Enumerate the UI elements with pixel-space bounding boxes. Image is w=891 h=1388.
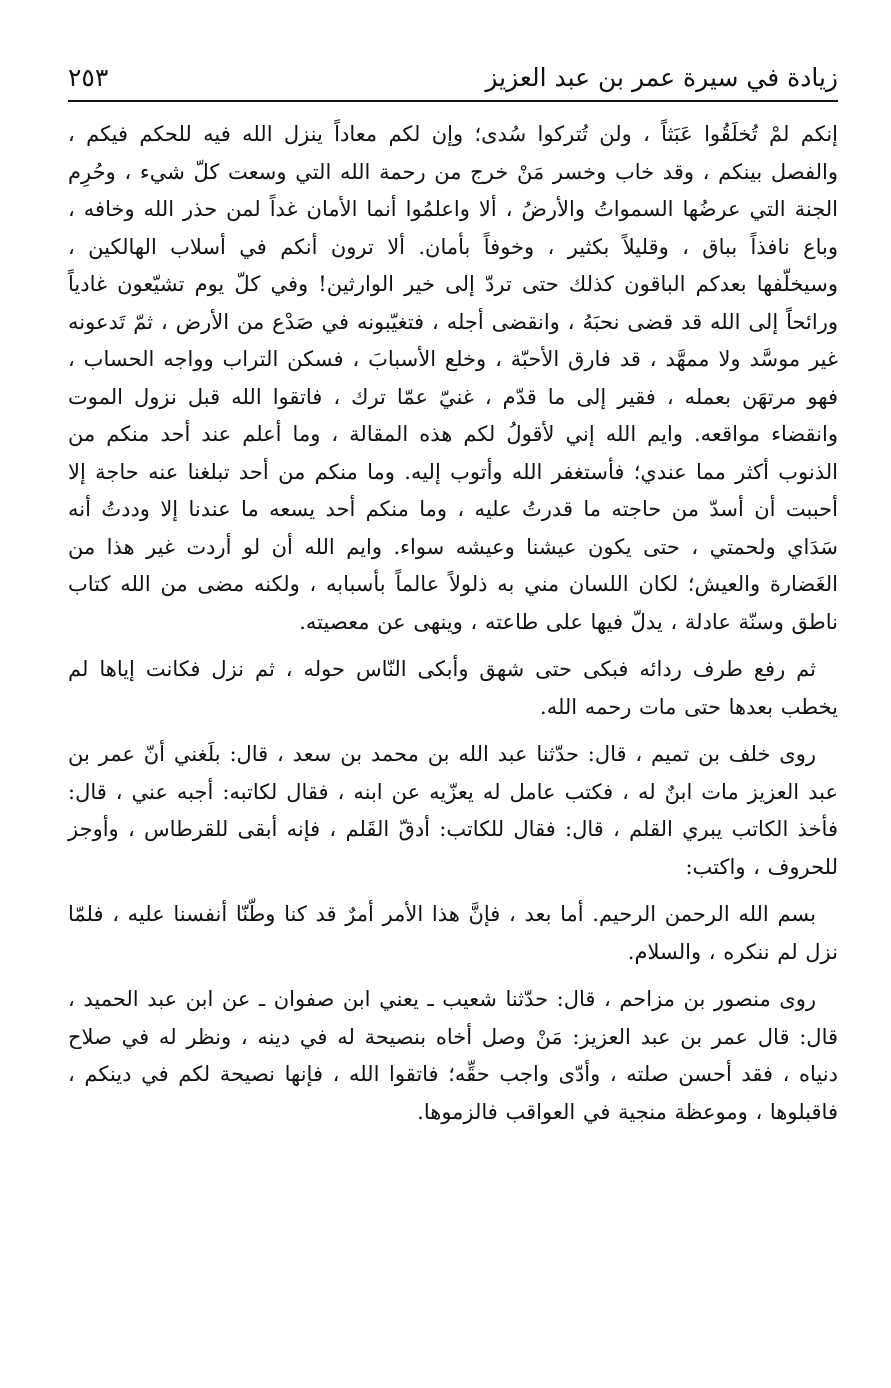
paragraph-descent: ثم رفع طرف ردائه فبكى حتى شهق وأبكى النّاس حوله ، ثم نزل فكانت إياها لم يخطب بعدها حتى مات رحمه الله. [68, 657, 838, 719]
paragraph-mansur-narration: روى منصور بن مزاحم ، قال: حدّثنا شعيب ـ يعني ابن صفوان ـ عن ابن عبد الحميد ، قال: قال عمر بن عبد العزيز: مَنْ وصل أخاه بنصيحة له في دينه ، ونظر له في صلاح دنياه ، فقد أحسن صلته ، وأدّى واجب حقِّه؛ فاتقوا الله ، فإنها نصيحة لكم في دينكم ، فاقبلوها ، وموعظة منجية في العواقب فالزموها. [68, 987, 838, 1124]
page-number: ٢٥٣ [68, 63, 109, 92]
book-page [68, 56, 838, 1131]
body-text [68, 116, 838, 1131]
paragraph-sermon: إنكم لمْ تُخلَقُوا عَبَثاً ، ولن تُتركوا سُدى؛ وإن لكم معاداً ينزل الله فيه للحكم فيكم ، والفصل بينكم ، وقد خاب وخسر مَنْ خرج من رحمة الله التي وسعت كلّ شيء ، وحُرِم الجنة التي عرضُها السمواتُ والأرضُ ، ألا واعلمُوا أنما الأمان غداً لمن حذر الله وخافه ، وباع نافذاً بباق ، وقليلاً بكثير ، وخوفاً بأمان. ألا ترون أنكم في أسلاب الهالكين ، وسيخلّفها بعدكم الباقون كذلك حتى تردّ إلى خير الوارثين! وفي كلّ يوم تشيّعون غادياً ورائحاً إلى الله قد قضى نحبَهُ ، وانقضى أجله ، فتغيّبونه في صَدْع من الأرض ، ثمّ تَدعونه غير موسَّد ولا ممهَّد ، قد فارق الأحبّة ، وخلع الأسبابَ ، فسكن التراب وواجه الحساب ، فهو مرتهَن بعمله ، فقير إلى ما قدّم ، غنيّ عمّا ترك ، فاتقوا الله قبل نزول الموت وانقضاء مواقعه. وايم الله إني لأقولُ لكم هذه المقالة ، وما أعلم عند أحد منكم من الذنوب أكثر مما عندي؛ فأستغفر الله وأتوب إليه. وما منكم من أحد تبلغنا عنه حاجة إلا أحببت أن أسدّ من حاجته ما قدرتُ عليه ، وما منكم أحد يسعه ما عندنا إلا وددتُ أنه سَدَاي ولحمتي ، حتى يكون عيشنا وعيشه سواء. وايم الله أن لو أردت غير هذا من الغَضارة والعيش؛ لكان اللسان مني به ذلولاً عالماً بأسبابه ، ولكنه مضى من الله كتاب ناطق وسنّة عادلة ، يدلّ فيها على طاعته ، وينهى عن معصيته. [68, 122, 838, 634]
running-header [68, 56, 838, 102]
paragraph-letter: بسم الله الرحمن الرحيم. أما بعد ، فإنَّ هذا الأمر أمرٌ قد كنا وطّنّا أنفسنا عليه ، فلمّا نزل لم ننكره ، والسلام. [68, 902, 838, 964]
running-title: زيادة في سيرة عمر بن عبد العزيز [485, 63, 838, 92]
paragraph-khalaf-narration: روى خلف بن تميم ، قال: حدّثنا عبد الله بن محمد بن سعد ، قال: بلَغني أنّ عمر بن عبد العزيز مات ابنٌ له ، فكتب عامل له يعزّيه عن ابنه ، فقال لكاتبه: أجبه عني ، قال: فأخذ الكاتب يبري القلم ، قال: فقال للكاتب: أدقّ القَلم ، فإنه أبقى للقرطاس ، وأوجز للحروف ، واكتب: [68, 742, 838, 879]
